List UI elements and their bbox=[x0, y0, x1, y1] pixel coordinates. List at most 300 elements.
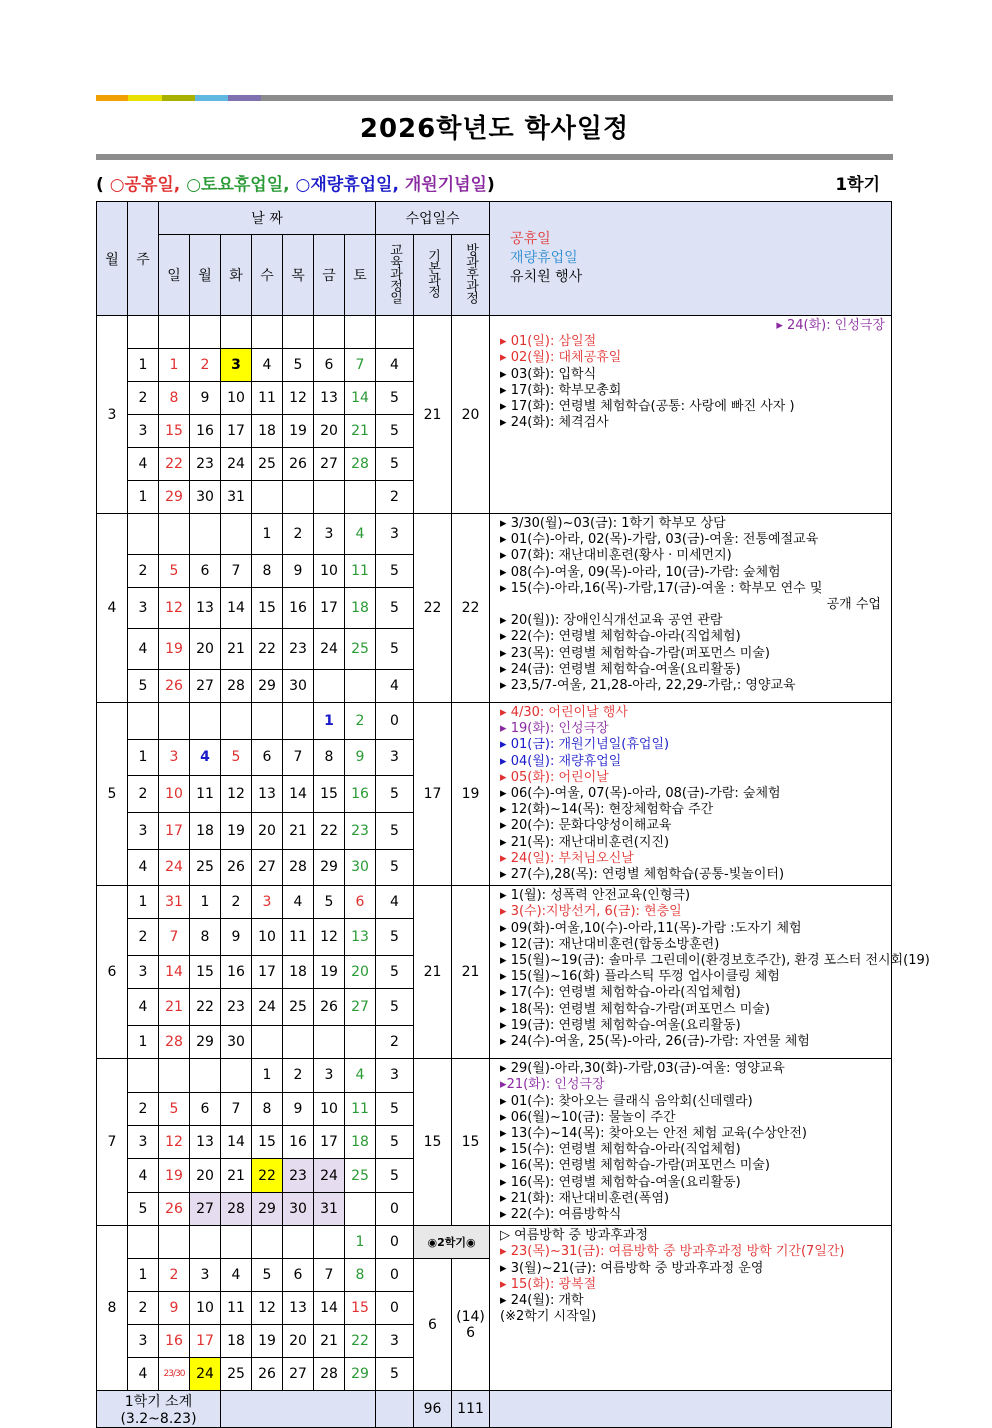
day-cell: 23 bbox=[221, 989, 252, 1026]
day-cell: 23/30 bbox=[159, 1358, 190, 1391]
day-cell: 4 bbox=[345, 514, 376, 555]
day-cell: 24 bbox=[252, 989, 283, 1026]
event-item: ▸ 23(목)~31(금): 여름방학 중 방과후과정 방학 기간(7일간) bbox=[500, 1244, 845, 1260]
day-cell bbox=[314, 670, 345, 703]
day-cell: 30 bbox=[283, 1192, 314, 1225]
header-day-1: 월 bbox=[190, 235, 221, 316]
event-item: ▸ 15(수)-아라,16(목)-가람,17(금)-여울 : 학부모 연수 및 bbox=[500, 580, 823, 596]
header-c2 bbox=[414, 235, 452, 316]
week-cell: 2 bbox=[128, 555, 159, 588]
week-cell: 4 bbox=[128, 448, 159, 481]
event-item: ▸ 12(금): 재난대비훈련(합동소방훈련) bbox=[500, 936, 720, 952]
day-cell: 19 bbox=[159, 629, 190, 670]
day-cell bbox=[190, 316, 221, 349]
week-cell bbox=[128, 703, 159, 740]
school-days-count: 3 bbox=[376, 514, 414, 555]
event-item: ▸ 19(화): 인성극장 bbox=[500, 721, 609, 737]
event-item: ▸ 24(월): 개학 bbox=[500, 1293, 584, 1309]
header-week: 주 bbox=[128, 202, 159, 316]
event-item: ▸ 24(화): 인성극장 bbox=[776, 318, 885, 333]
day-cell: 7 bbox=[345, 349, 376, 382]
school-days-count: 0 bbox=[376, 703, 414, 740]
school-days-count: 5 bbox=[376, 776, 414, 813]
header-day-6: 토 bbox=[345, 235, 376, 316]
school-days-count: 0 bbox=[376, 1259, 414, 1292]
event-item: ▸ 23(목): 연령별 체험학습-가람(퍼포먼스 미술) bbox=[500, 645, 770, 661]
school-days-count: 0 bbox=[376, 1192, 414, 1225]
day-cell: 22 bbox=[314, 812, 345, 849]
event-item: ▸ 06(수)-여울, 07(목)-아라, 08(금)-가람: 숲체험 bbox=[500, 786, 781, 802]
day-cell: 8 bbox=[252, 555, 283, 588]
after-days-8: (14) 6 bbox=[452, 1259, 490, 1391]
day-cell bbox=[283, 481, 314, 514]
day-cell: 26 bbox=[221, 849, 252, 886]
school-days-count: 3 bbox=[376, 739, 414, 776]
day-cell: 20 bbox=[345, 956, 376, 989]
day-cell: 8 bbox=[314, 739, 345, 776]
day-cell: 3 bbox=[159, 739, 190, 776]
school-days-count: 3 bbox=[376, 1059, 414, 1092]
day-cell: 12 bbox=[283, 382, 314, 415]
week-cell: 5 bbox=[128, 670, 159, 703]
day-cell: 18 bbox=[283, 956, 314, 989]
event-item: ▸ 24(화): 체격검사 bbox=[500, 415, 609, 431]
day-cell: 14 bbox=[314, 1292, 345, 1325]
event-item: ▸ 15(월)~16(화) 플라스틱 뚜껑 업사이클링 체험 bbox=[500, 969, 780, 985]
day-cell bbox=[221, 1226, 252, 1259]
day-cell: 1 bbox=[252, 514, 283, 555]
day-cell: 17 bbox=[314, 588, 345, 629]
day-cell: 31 bbox=[221, 481, 252, 514]
day-cell bbox=[345, 1026, 376, 1059]
day-cell: 16 bbox=[283, 588, 314, 629]
day-cell: 11 bbox=[252, 382, 283, 415]
day-cell: 4 bbox=[221, 1259, 252, 1292]
day-cell: 20 bbox=[190, 1159, 221, 1192]
day-cell bbox=[190, 1059, 221, 1092]
day-cell: 8 bbox=[345, 1259, 376, 1292]
day-cell: 18 bbox=[345, 588, 376, 629]
day-cell: 15 bbox=[345, 1292, 376, 1325]
calendar-table bbox=[96, 201, 930, 1428]
day-cell: 10 bbox=[190, 1292, 221, 1325]
day-cell: 24 bbox=[314, 629, 345, 670]
day-cell bbox=[190, 1226, 221, 1259]
day-cell bbox=[252, 481, 283, 514]
day-cell: 19 bbox=[221, 812, 252, 849]
event-item: ▸ 17(화): 연령별 체험학습(공통: 사랑에 빠진 사자 ) bbox=[500, 399, 795, 415]
day-cell: 18 bbox=[252, 415, 283, 448]
day-cell: 6 bbox=[190, 555, 221, 588]
day-cell: 23 bbox=[283, 629, 314, 670]
day-cell: 13 bbox=[190, 588, 221, 629]
summary-blank bbox=[221, 1391, 376, 1428]
day-cell: 25 bbox=[283, 989, 314, 1026]
event-item: ▸ 24(금): 연령별 체험학습-여울(요리활동) bbox=[500, 661, 741, 677]
school-days-count: 5 bbox=[376, 989, 414, 1026]
week-cell: 2 bbox=[128, 919, 159, 956]
day-cell: 11 bbox=[345, 555, 376, 588]
semester-label: 1학기 bbox=[835, 175, 880, 195]
day-cell: 1 bbox=[159, 349, 190, 382]
day-cell: 14 bbox=[221, 588, 252, 629]
week-cell: 4 bbox=[128, 1358, 159, 1391]
day-cell: 10 bbox=[221, 382, 252, 415]
day-cell: 6 bbox=[314, 349, 345, 382]
header-legend-leg2: 재량휴업일 bbox=[510, 250, 578, 266]
day-cell: 19 bbox=[159, 1159, 190, 1192]
day-cell: 12 bbox=[314, 919, 345, 956]
event-item: ▸ 17(수): 연령별 체험학습-아라(직업체험) bbox=[500, 985, 741, 1001]
day-cell: 27 bbox=[252, 849, 283, 886]
day-cell: 18 bbox=[345, 1126, 376, 1159]
day-cell bbox=[221, 316, 252, 349]
school-days-count: 5 bbox=[376, 1159, 414, 1192]
day-cell: 7 bbox=[159, 919, 190, 956]
summary-label2: (3.2~8.23) bbox=[120, 1411, 197, 1428]
week-cell bbox=[128, 316, 159, 349]
day-cell: 31 bbox=[159, 886, 190, 919]
header-c1-text: 교육과정일 bbox=[387, 243, 403, 303]
day-cell: 17 bbox=[252, 956, 283, 989]
event-item: ▸21(화): 인성극장 bbox=[500, 1077, 605, 1093]
week-cell bbox=[128, 514, 159, 555]
school-days-count: 5 bbox=[376, 1358, 414, 1391]
header-dates: 날 짜 bbox=[159, 202, 376, 235]
day-cell: 16 bbox=[221, 956, 252, 989]
day-cell: 10 bbox=[252, 919, 283, 956]
day-cell: 30 bbox=[345, 849, 376, 886]
events-8 bbox=[490, 1226, 892, 1391]
day-cell: 24 bbox=[159, 849, 190, 886]
event-item: ▸ 16(목): 연령별 체험학습-여울(요리활동) bbox=[500, 1174, 741, 1190]
event-item: ▸ 06(월)~10(금): 물놀이 주간 bbox=[500, 1109, 676, 1125]
header-legend-leg1: 공휴일 bbox=[510, 231, 551, 247]
event-item: ▸ 15(월)~19(금): 솔마루 그린데이(환경보호주간), 환경 포스터 전시회(19) bbox=[500, 953, 930, 969]
week-cell: 3 bbox=[128, 956, 159, 989]
school-days-count: 3 bbox=[376, 1325, 414, 1358]
school-days-count bbox=[376, 316, 414, 349]
summary-basic: 96 bbox=[414, 1391, 452, 1428]
day-cell: 16 bbox=[283, 1126, 314, 1159]
day-cell: 7 bbox=[314, 1259, 345, 1292]
day-cell: 28 bbox=[221, 1192, 252, 1225]
day-cell: 4 bbox=[283, 886, 314, 919]
day-cell: 2 bbox=[283, 1059, 314, 1092]
day-cell bbox=[221, 514, 252, 555]
day-cell: 12 bbox=[252, 1292, 283, 1325]
school-days-count: 5 bbox=[376, 1092, 414, 1125]
day-cell: 14 bbox=[159, 956, 190, 989]
day-cell: 21 bbox=[159, 989, 190, 1026]
event-item: ▸ 4/30: 어린이날 행사 bbox=[500, 705, 628, 720]
day-cell: 20 bbox=[190, 629, 221, 670]
day-cell: 8 bbox=[159, 382, 190, 415]
day-cell: 1 bbox=[190, 886, 221, 919]
day-cell: 25 bbox=[221, 1358, 252, 1391]
day-cell: 12 bbox=[221, 776, 252, 813]
day-cell: 1 bbox=[345, 1226, 376, 1259]
day-cell: 3 bbox=[221, 349, 252, 382]
after-days-4: 22 bbox=[452, 514, 490, 703]
school-days-count: 0 bbox=[376, 1292, 414, 1325]
event-item: ▸ 05(화): 어린이날 bbox=[500, 769, 609, 785]
event-item: ▸ 01(일): 삼일절 bbox=[500, 334, 597, 350]
title-rule bbox=[96, 154, 893, 160]
school-days-count: 4 bbox=[376, 886, 414, 919]
day-cell: 2 bbox=[283, 514, 314, 555]
day-cell: 26 bbox=[159, 670, 190, 703]
day-cell bbox=[314, 481, 345, 514]
day-cell: 29 bbox=[314, 849, 345, 886]
week-cell: 2 bbox=[128, 776, 159, 813]
day-cell: 11 bbox=[283, 919, 314, 956]
day-cell bbox=[314, 1026, 345, 1059]
event-item: ▸ 01(금): 개원기념일(휴업일) bbox=[500, 737, 670, 753]
event-item: ▸ 21(화): 재난대비훈련(폭염) bbox=[500, 1190, 670, 1206]
event-item: ▷ 여름방학 중 방과후과정 bbox=[500, 1228, 649, 1244]
header-legend-leg3: 유치원 행사 bbox=[510, 269, 583, 285]
event-item: ▸ 01(수)-아라, 02(목)-가람, 03(금)-여울: 전통예절교육 bbox=[500, 532, 819, 548]
legend-holiday: ○공휴일, bbox=[109, 175, 187, 195]
day-cell: 3 bbox=[190, 1259, 221, 1292]
day-cell bbox=[283, 1026, 314, 1059]
day-cell bbox=[159, 316, 190, 349]
day-cell bbox=[345, 316, 376, 349]
event-item: ▸ 08(수)-여울, 09(목)-아라, 10(금)-가람: 숲체험 bbox=[500, 564, 781, 580]
after-days-5: 19 bbox=[452, 703, 490, 886]
school-days-count: 2 bbox=[376, 1026, 414, 1059]
day-cell: 11 bbox=[345, 1092, 376, 1125]
day-cell bbox=[345, 1192, 376, 1225]
week-cell bbox=[128, 1059, 159, 1092]
day-cell bbox=[190, 703, 221, 740]
day-cell: 14 bbox=[283, 776, 314, 813]
day-cell: 9 bbox=[345, 739, 376, 776]
event-item: ▸ 04(월): 재량휴업일 bbox=[500, 753, 622, 769]
school-days-count: 5 bbox=[376, 849, 414, 886]
event-item: ▸ 18(목): 연령별 체험학습-가람(퍼포먼스 미술) bbox=[500, 1001, 770, 1017]
day-cell: 10 bbox=[314, 555, 345, 588]
day-cell: 13 bbox=[190, 1126, 221, 1159]
day-cell: 29 bbox=[252, 670, 283, 703]
day-cell: 16 bbox=[345, 776, 376, 813]
day-cell: 30 bbox=[283, 670, 314, 703]
month-7: 7 bbox=[97, 1059, 128, 1226]
semester-summary-label bbox=[97, 1391, 221, 1428]
day-cell: 27 bbox=[283, 1358, 314, 1391]
after-days-3: 20 bbox=[452, 316, 490, 514]
day-cell: 13 bbox=[252, 776, 283, 813]
day-cell: 28 bbox=[345, 448, 376, 481]
page-title: 2026학년도 학사일정 bbox=[359, 114, 630, 144]
day-cell: 11 bbox=[221, 1292, 252, 1325]
day-cell: 9 bbox=[190, 382, 221, 415]
event-item: ▸ 21(목): 재난대비훈련(지진) bbox=[500, 834, 670, 850]
week-cell: 1 bbox=[128, 349, 159, 382]
day-cell: 5 bbox=[314, 886, 345, 919]
day-cell: 17 bbox=[190, 1325, 221, 1358]
header-school-days: 수업일수 bbox=[376, 202, 490, 235]
day-cell bbox=[314, 316, 345, 349]
week-cell: 4 bbox=[128, 1159, 159, 1192]
day-cell: 19 bbox=[252, 1325, 283, 1358]
school-days-count: 5 bbox=[376, 919, 414, 956]
day-cell: 28 bbox=[159, 1026, 190, 1059]
day-cell: 20 bbox=[252, 812, 283, 849]
legend-close: ) bbox=[486, 175, 495, 195]
day-cell: 4 bbox=[252, 349, 283, 382]
day-cell: 7 bbox=[221, 1092, 252, 1125]
header-day-4: 목 bbox=[283, 235, 314, 316]
basic-days-3: 21 bbox=[414, 316, 452, 514]
day-cell: 25 bbox=[190, 849, 221, 886]
school-days-count: 5 bbox=[376, 812, 414, 849]
day-cell: 17 bbox=[221, 415, 252, 448]
day-cell bbox=[221, 703, 252, 740]
day-cell: 23 bbox=[345, 812, 376, 849]
day-cell bbox=[159, 1059, 190, 1092]
event-item: (※2학기 시작일) bbox=[500, 1309, 597, 1325]
day-cell: 30 bbox=[190, 481, 221, 514]
week-cell: 3 bbox=[128, 1325, 159, 1358]
day-cell: 17 bbox=[159, 812, 190, 849]
day-cell: 9 bbox=[283, 1092, 314, 1125]
school-days-count: 5 bbox=[376, 555, 414, 588]
day-cell: 24 bbox=[221, 448, 252, 481]
day-cell: 15 bbox=[159, 415, 190, 448]
event-item: ▸ 29(월)-아라,30(화)-가람,03(금)-여울: 영양교육 bbox=[500, 1061, 785, 1077]
school-days-count: 4 bbox=[376, 670, 414, 703]
day-cell: 26 bbox=[314, 989, 345, 1026]
event-item: ▸ 1(월): 성폭력 안전교육(인형극) bbox=[500, 888, 691, 904]
event-item: ▸ 15(화): 광복절 bbox=[500, 1276, 597, 1292]
day-cell: 9 bbox=[221, 919, 252, 956]
day-cell: 3 bbox=[314, 1059, 345, 1092]
day-cell bbox=[283, 703, 314, 740]
day-cell bbox=[252, 703, 283, 740]
event-item: ▸ 24(수)-여울, 25(목)-아라, 26(금)-가람: 자연물 체험 bbox=[500, 1034, 810, 1050]
day-cell: 6 bbox=[252, 739, 283, 776]
day-cell: 5 bbox=[283, 349, 314, 382]
header-day-3: 수 bbox=[252, 235, 283, 316]
basic-days-7: 15 bbox=[414, 1059, 452, 1226]
day-cell: 28 bbox=[283, 849, 314, 886]
week-cell bbox=[128, 1226, 159, 1259]
month-5: 5 bbox=[97, 703, 128, 886]
event-item: ▸ 19(금): 연령별 체험학습-여울(요리활동) bbox=[500, 1017, 741, 1033]
day-cell: 14 bbox=[345, 382, 376, 415]
day-cell: 5 bbox=[159, 1092, 190, 1125]
day-cell: 27 bbox=[345, 989, 376, 1026]
day-cell: 9 bbox=[159, 1292, 190, 1325]
day-cell: 25 bbox=[345, 629, 376, 670]
day-cell: 24 bbox=[190, 1358, 221, 1391]
day-cell: 2 bbox=[159, 1259, 190, 1292]
school-days-count: 5 bbox=[376, 382, 414, 415]
week-cell: 2 bbox=[128, 382, 159, 415]
week-cell: 1 bbox=[128, 481, 159, 514]
legend-line bbox=[96, 170, 886, 195]
day-cell bbox=[190, 514, 221, 555]
day-cell: 18 bbox=[190, 812, 221, 849]
day-cell: 13 bbox=[314, 382, 345, 415]
school-days-count: 5 bbox=[376, 629, 414, 670]
day-cell: 22 bbox=[345, 1325, 376, 1358]
header-day-2: 화 bbox=[221, 235, 252, 316]
day-cell: 5 bbox=[221, 739, 252, 776]
header-month: 월 bbox=[97, 202, 128, 316]
event-item: ▸ 3/30(월)~03(금): 1학기 학부모 상담 bbox=[500, 516, 726, 531]
week-cell: 4 bbox=[128, 849, 159, 886]
header-c3-text: 방과후과정 bbox=[463, 243, 479, 303]
day-cell: 6 bbox=[345, 886, 376, 919]
event-item: ▸ 07(화): 재난대비훈련(황사 · 미세먼지) bbox=[500, 548, 732, 564]
school-days-count: 5 bbox=[376, 448, 414, 481]
week-cell: 5 bbox=[128, 1192, 159, 1225]
day-cell: 22 bbox=[252, 1159, 283, 1192]
day-cell: 28 bbox=[314, 1358, 345, 1391]
day-cell: 8 bbox=[190, 919, 221, 956]
school-days-count: 5 bbox=[376, 956, 414, 989]
day-cell: 29 bbox=[252, 1192, 283, 1225]
day-cell: 20 bbox=[314, 415, 345, 448]
day-cell: 2 bbox=[190, 349, 221, 382]
after-days-6: 21 bbox=[452, 886, 490, 1059]
day-cell bbox=[252, 1026, 283, 1059]
day-cell: 14 bbox=[221, 1126, 252, 1159]
event-item: ▸ 15(수): 연령별 체험학습-아라(직업체험) bbox=[500, 1142, 741, 1158]
header-c1 bbox=[376, 235, 414, 316]
day-cell: 4 bbox=[190, 739, 221, 776]
event-item: ▸ 20(월)): 장애인식개선교육 공연 관람 bbox=[500, 613, 723, 629]
event-item: ▸ 12(화)~14(목): 현장체험학습 주간 bbox=[500, 802, 714, 818]
day-cell: 19 bbox=[314, 956, 345, 989]
day-cell: 23 bbox=[283, 1159, 314, 1192]
day-cell: 24 bbox=[314, 1159, 345, 1192]
day-cell: 26 bbox=[252, 1358, 283, 1391]
day-cell: 15 bbox=[190, 956, 221, 989]
day-cell: 5 bbox=[159, 555, 190, 588]
day-cell bbox=[345, 481, 376, 514]
day-cell: 27 bbox=[314, 448, 345, 481]
month-3: 3 bbox=[97, 316, 128, 514]
day-cell: 21 bbox=[345, 415, 376, 448]
header-day-5: 금 bbox=[314, 235, 345, 316]
day-cell: 18 bbox=[221, 1325, 252, 1358]
event-item: ▸ 02(월): 대체공휴일 bbox=[500, 350, 622, 366]
day-cell bbox=[159, 1226, 190, 1259]
week-cell: 1 bbox=[128, 886, 159, 919]
legend-saturday: ○토요휴업일, bbox=[186, 175, 296, 195]
event-item: ▸ 01(수): 찾아오는 클래식 음악회(신데렐라) bbox=[500, 1093, 753, 1109]
day-cell: 5 bbox=[252, 1259, 283, 1292]
event-item: ▸ 3(월)~21(금): 여름방학 중 방과후과정 운영 bbox=[500, 1260, 764, 1276]
day-cell: 29 bbox=[345, 1358, 376, 1391]
events-6 bbox=[490, 886, 930, 1059]
day-cell: 2 bbox=[345, 703, 376, 740]
day-cell bbox=[252, 316, 283, 349]
event-item: ▸ 20(수): 문화다양성이해교육 bbox=[500, 818, 672, 834]
school-days-count: 5 bbox=[376, 1126, 414, 1159]
event-item: ▸ 24(일): 부처님오신날 bbox=[500, 850, 634, 866]
summary-label1: 1학기 소계 bbox=[124, 1394, 193, 1411]
day-cell bbox=[314, 1226, 345, 1259]
school-days-count: 0 bbox=[376, 1226, 414, 1259]
event-item: ▸ 09(화)-여울,10(수)-아라,11(목)-가람 :도자기 체험 bbox=[500, 920, 802, 936]
week-cell: 2 bbox=[128, 1292, 159, 1325]
day-cell: 29 bbox=[190, 1026, 221, 1059]
